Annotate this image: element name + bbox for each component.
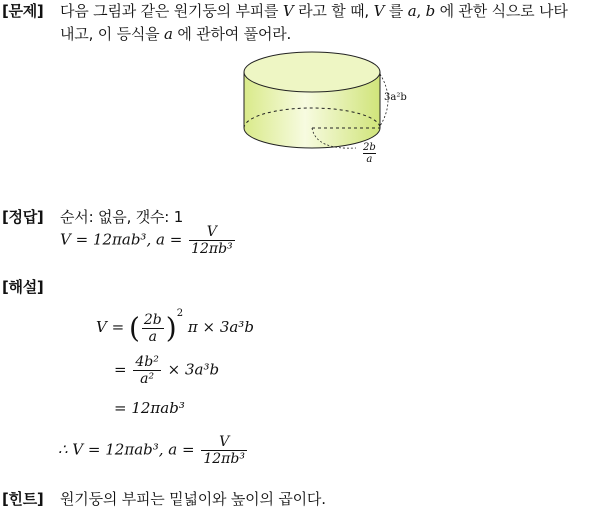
explanation-line-2 — [114, 354, 219, 387]
exp-line1-lhs: V = — [96, 318, 125, 336]
radius-den: a — [363, 153, 376, 165]
problem-line-1 — [60, 0, 568, 21]
exp-paren-den: a — [142, 328, 164, 345]
exp-line2-den: a² — [133, 370, 160, 387]
var-v: V — [282, 2, 294, 20]
answer-a-eq: a = — [156, 230, 183, 249]
exp-line1-rhs: π × 3a³b — [187, 318, 254, 336]
problem-text-1b: 라고 할 때, — [298, 2, 370, 20]
radius-label — [363, 142, 376, 165]
problem-text-1c: 를 — [388, 2, 404, 20]
var-v-2: V — [373, 2, 385, 20]
explanation-conclusion — [58, 434, 249, 467]
explanation-line-3: = 12πab³ — [114, 399, 185, 417]
explanation-tag: [해설] — [2, 278, 44, 296]
answer-frac-den: 12πb³ — [191, 241, 233, 257]
exp-conclusion-fraction — [201, 434, 247, 467]
answer-meta: 순서: 없음, 갯수: 1 — [60, 208, 184, 226]
left-paren: ( — [128, 311, 140, 345]
exp-line2-eq: = — [114, 360, 127, 379]
answer-frac-num: V — [206, 224, 217, 240]
answer-fraction — [189, 224, 235, 257]
answer-eq: V = 12πab³, — [60, 230, 152, 249]
exp-line2-fraction — [133, 354, 160, 387]
right-paren: ) — [165, 311, 177, 345]
explanation-line-1 — [96, 308, 254, 345]
exp-paren-num: 2b — [143, 311, 162, 328]
hint-text: 원기둥의 부피는 밑넓이와 높이의 곱이다. — [60, 490, 326, 508]
var-a-2: a — [164, 25, 173, 43]
exp-conc-den: 12πb³ — [203, 451, 245, 467]
comma: , — [416, 2, 422, 20]
problem-text-2b: 에 관하여 풀어라. — [177, 25, 292, 43]
problem-text-1: 다음 그림과 같은 원기둥의 부피를 — [60, 2, 279, 20]
square-exponent: 2 — [176, 308, 184, 319]
answer-tag: [정답] — [2, 208, 44, 226]
problem-text-1d: 에 관한 식으로 나타 — [439, 2, 568, 20]
var-b: b — [425, 2, 435, 20]
exp-conc-num: V — [219, 434, 230, 450]
height-label: 3a²b — [384, 92, 407, 103]
problem-text-2: 내고, 이 등식을 — [60, 25, 160, 43]
hint-tag: [힌트] — [2, 490, 44, 508]
answer-equation — [60, 224, 237, 257]
exp-paren-fraction — [142, 312, 164, 345]
cylinder-top — [244, 52, 380, 92]
cylinder-figure — [230, 44, 430, 174]
exp-line2-rhs: × 3a³b — [167, 360, 220, 379]
exp-conclusion-text: ∴ V = 12πab³, a = — [58, 440, 195, 459]
problem-line-2 — [60, 23, 291, 44]
var-a: a — [407, 2, 417, 20]
problem-tag: [문제] — [2, 2, 44, 20]
exp-line2-num: 4b² — [135, 354, 159, 370]
radius-num: 2b — [363, 142, 376, 153]
